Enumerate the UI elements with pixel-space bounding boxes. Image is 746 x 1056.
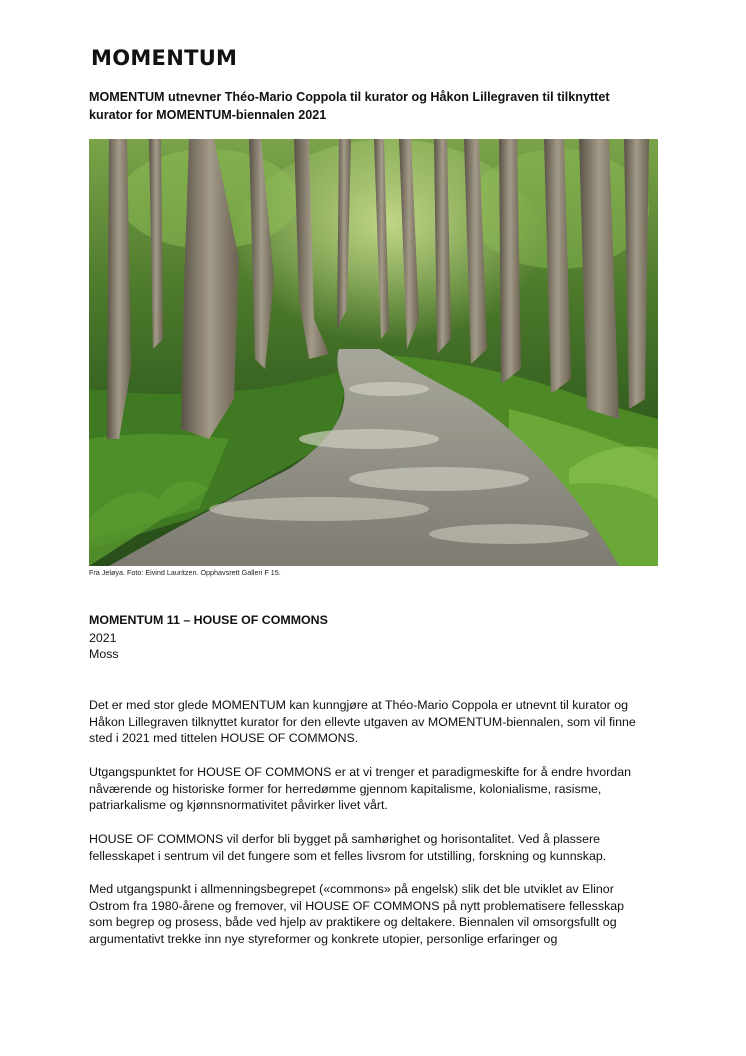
event-year: 2021	[89, 631, 117, 645]
photo-caption: Fra Jeløya. Foto: Eivind Lauritzen. Opphavsrett Galleri F 15.	[89, 568, 281, 577]
momentum-logo: MOMENTUM	[91, 46, 238, 70]
event-location: Moss	[89, 647, 119, 661]
body-paragraph: Med utgangspunkt i allmenningsbegrepet («commons» på engelsk) slik det ble utviklet av Elinor Ostrom fra 1980-årene og fremover, vil HOUSE OF COMMONS på nytt problematisere fellesskap som begrep og prosess, både ved hjelp av praktikere og deltakere. Biennalen vil omsorgsfullt og argumentativt trekke inn nye styreformer og konkrete utopier, personlige erfaringer og	[89, 882, 625, 946]
body-paragraph: Det er med stor glede MOMENTUM kan kunngjøre at Théo-Mario Coppola er utnevnt til kurator og Håkon Lillegraven tilknyttet kurator for den ellevte utgaven av MOMENTUM-biennalen, som vil finne sted i 2021 med tittelen HOUSE OF COMMONS.	[89, 698, 636, 746]
body-paragraph: HOUSE OF COMMONS vil derfor bli bygget på samhørighet og horisontalitet. Ved å plassere fellesskapet i sentrum vil det fungere som et felles livsrom for utstilling, forskning og kunnskap.	[89, 832, 607, 863]
forest-path-photo	[89, 139, 658, 566]
body-paragraph: Utgangspunktet for HOUSE OF COMMONS er at vi trenger et paradigmeskifte for å endre hvordan nåværende og historiske former for herredømme gjennom kapitalisme, kolonialisme, rasisme, patriarkalisme og kjønnsnormativitet påvirker livet vårt.	[89, 765, 631, 813]
press-release-headline: MOMENTUM utnevner Théo-Mario Coppola til kurator og Håkon Lillegraven til tilknyttet kurator for MOMENTUM-biennalen 2021	[89, 90, 610, 122]
section-title: MOMENTUM 11 – HOUSE OF COMMONS	[89, 613, 328, 627]
